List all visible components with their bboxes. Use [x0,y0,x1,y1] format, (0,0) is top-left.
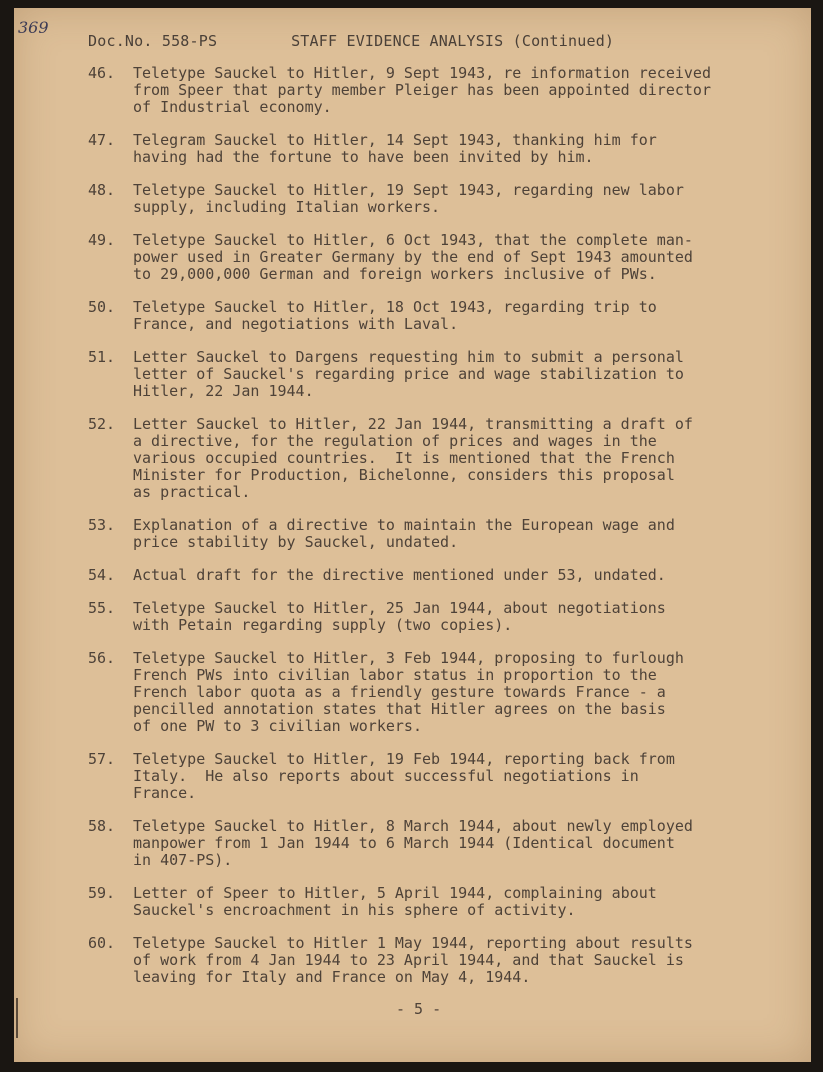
entry-text-line: supply, including Italian workers. [133,198,441,216]
entry-list [88,65,788,1002]
document-page [14,8,811,1062]
entry-text-line: Teletype Sauckel to Hitler, 3 Feb 1944, proposing to furlough [133,649,684,667]
entry-text-line: Teletype Sauckel to Hitler, 25 Jan 1944, about negotiations [133,599,666,617]
list-item [88,650,788,735]
entry-text-line: in 407-PS). [133,851,233,869]
entry-text-line: Italy. He also reports about successful negotiations in [133,767,639,785]
entry-text-line: manpower from 1 Jan 1944 to 6 March 1944 (Identical document [133,834,675,852]
entry-text-line: Teletype Sauckel to Hitler, 19 Sept 1943, regarding new labor [133,181,684,199]
entry-text-line: Minister for Production, Bichelonne, considers this proposal [133,466,675,484]
entry-text-line: price stability by Sauckel, undated. [133,533,459,551]
entry-text-line: of Industrial economy. [133,98,332,116]
list-item [88,517,788,551]
entry-text-line: as practical. [133,483,251,501]
entry-text-line: of work from 4 Jan 1944 to 23 April 1944, and that Sauckel is [133,951,684,969]
list-item [88,299,788,333]
entry-text-line: Letter Sauckel to Dargens requesting him to submit a personal [133,348,684,366]
entry-text-line: Letter of Speer to Hitler, 5 April 1944, complaining about [133,884,657,902]
list-item [88,65,788,116]
entry-text-line: Teletype Sauckel to Hitler, 19 Feb 1944, reporting back from [133,750,675,768]
list-item [88,349,788,400]
entry-text-line: Teletype Sauckel to Hitler, 9 Sept 1943, re information received [133,64,711,82]
list-item [88,416,788,501]
handwritten-page-number: 369 [18,18,49,37]
entry-text-line: France, and negotiations with Laval. [133,315,459,333]
entry-text-line: of one PW to 3 civilian workers. [133,717,422,735]
entry-number: 56. [88,649,116,667]
document-header: Doc.No. 558-PS STAFF EVIDENCE ANALYSIS (Continued) [88,32,615,50]
list-item [88,232,788,283]
entry-text-line: Actual draft for the directive mentioned under 53, undated. [133,566,666,584]
entry-number: 48. [88,181,116,199]
entry-number: 52. [88,415,116,433]
entry-text-line: power used in Greater Germany by the end of Sept 1943 amounted [133,248,693,266]
entry-text-line: French PWs into civilian labor status in proportion to the [133,666,657,684]
entry-number: 55. [88,599,116,617]
list-item [88,818,788,869]
list-item [88,935,788,986]
entry-text-line: Hitler, 22 Jan 1944. [133,382,314,400]
entry-number: 53. [88,516,116,534]
entry-text-line: from Speer that party member Pleiger has been appointed director [133,81,711,99]
entry-number: 58. [88,817,116,835]
entry-text-line: Explanation of a directive to maintain the European wage and [133,516,675,534]
margin-mark [16,998,18,1038]
entry-text-line: leaving for Italy and France on May 4, 1944. [133,968,531,986]
entry-text-line: with Petain regarding supply (two copies). [133,616,513,634]
list-item [88,751,788,802]
entry-text-line: Teletype Sauckel to Hitler, 18 Oct 1943, regarding trip to [133,298,657,316]
entry-text-line: various occupied countries. It is mentioned that the French [133,449,675,467]
entry-number: 50. [88,298,116,316]
page-number: - 5 - [396,1000,442,1018]
list-item [88,885,788,919]
entry-number: 49. [88,231,116,249]
entry-text-line: Telegram Sauckel to Hitler, 14 Sept 1943, thanking him for [133,131,657,149]
entry-text-line: pencilled annotation states that Hitler agrees on the basis [133,700,666,718]
entry-text-line: letter of Sauckel's regarding price and wage stabilization to [133,365,684,383]
entry-text-line: to 29,000,000 German and foreign workers inclusive of PWs. [133,265,657,283]
entry-number: 46. [88,64,116,82]
entry-text-line: French labor quota as a friendly gesture towards France - a [133,683,666,701]
entry-text-line: France. [133,784,197,802]
entry-number: 59. [88,884,116,902]
entry-text-line: Teletype Sauckel to Hitler, 6 Oct 1943, that the complete man- [133,231,693,249]
entry-text-line: having had the fortune to have been invited by him. [133,148,594,166]
entry-text-line: Teletype Sauckel to Hitler, 8 March 1944, about newly employed [133,817,693,835]
entry-text-line: Letter Sauckel to Hitler, 22 Jan 1944, transmitting a draft of [133,415,693,433]
list-item [88,182,788,216]
entry-number: 57. [88,750,116,768]
list-item [88,600,788,634]
entry-text-line: a directive, for the regulation of prices and wages in the [133,432,657,450]
entry-number: 47. [88,131,116,149]
entry-number: 54. [88,566,116,584]
entry-number: 60. [88,934,116,952]
entry-text-line: Sauckel's encroachment in his sphere of activity. [133,901,576,919]
list-item [88,132,788,166]
list-item [88,567,788,584]
entry-number: 51. [88,348,116,366]
entry-text-line: Teletype Sauckel to Hitler 1 May 1944, reporting about results [133,934,693,952]
